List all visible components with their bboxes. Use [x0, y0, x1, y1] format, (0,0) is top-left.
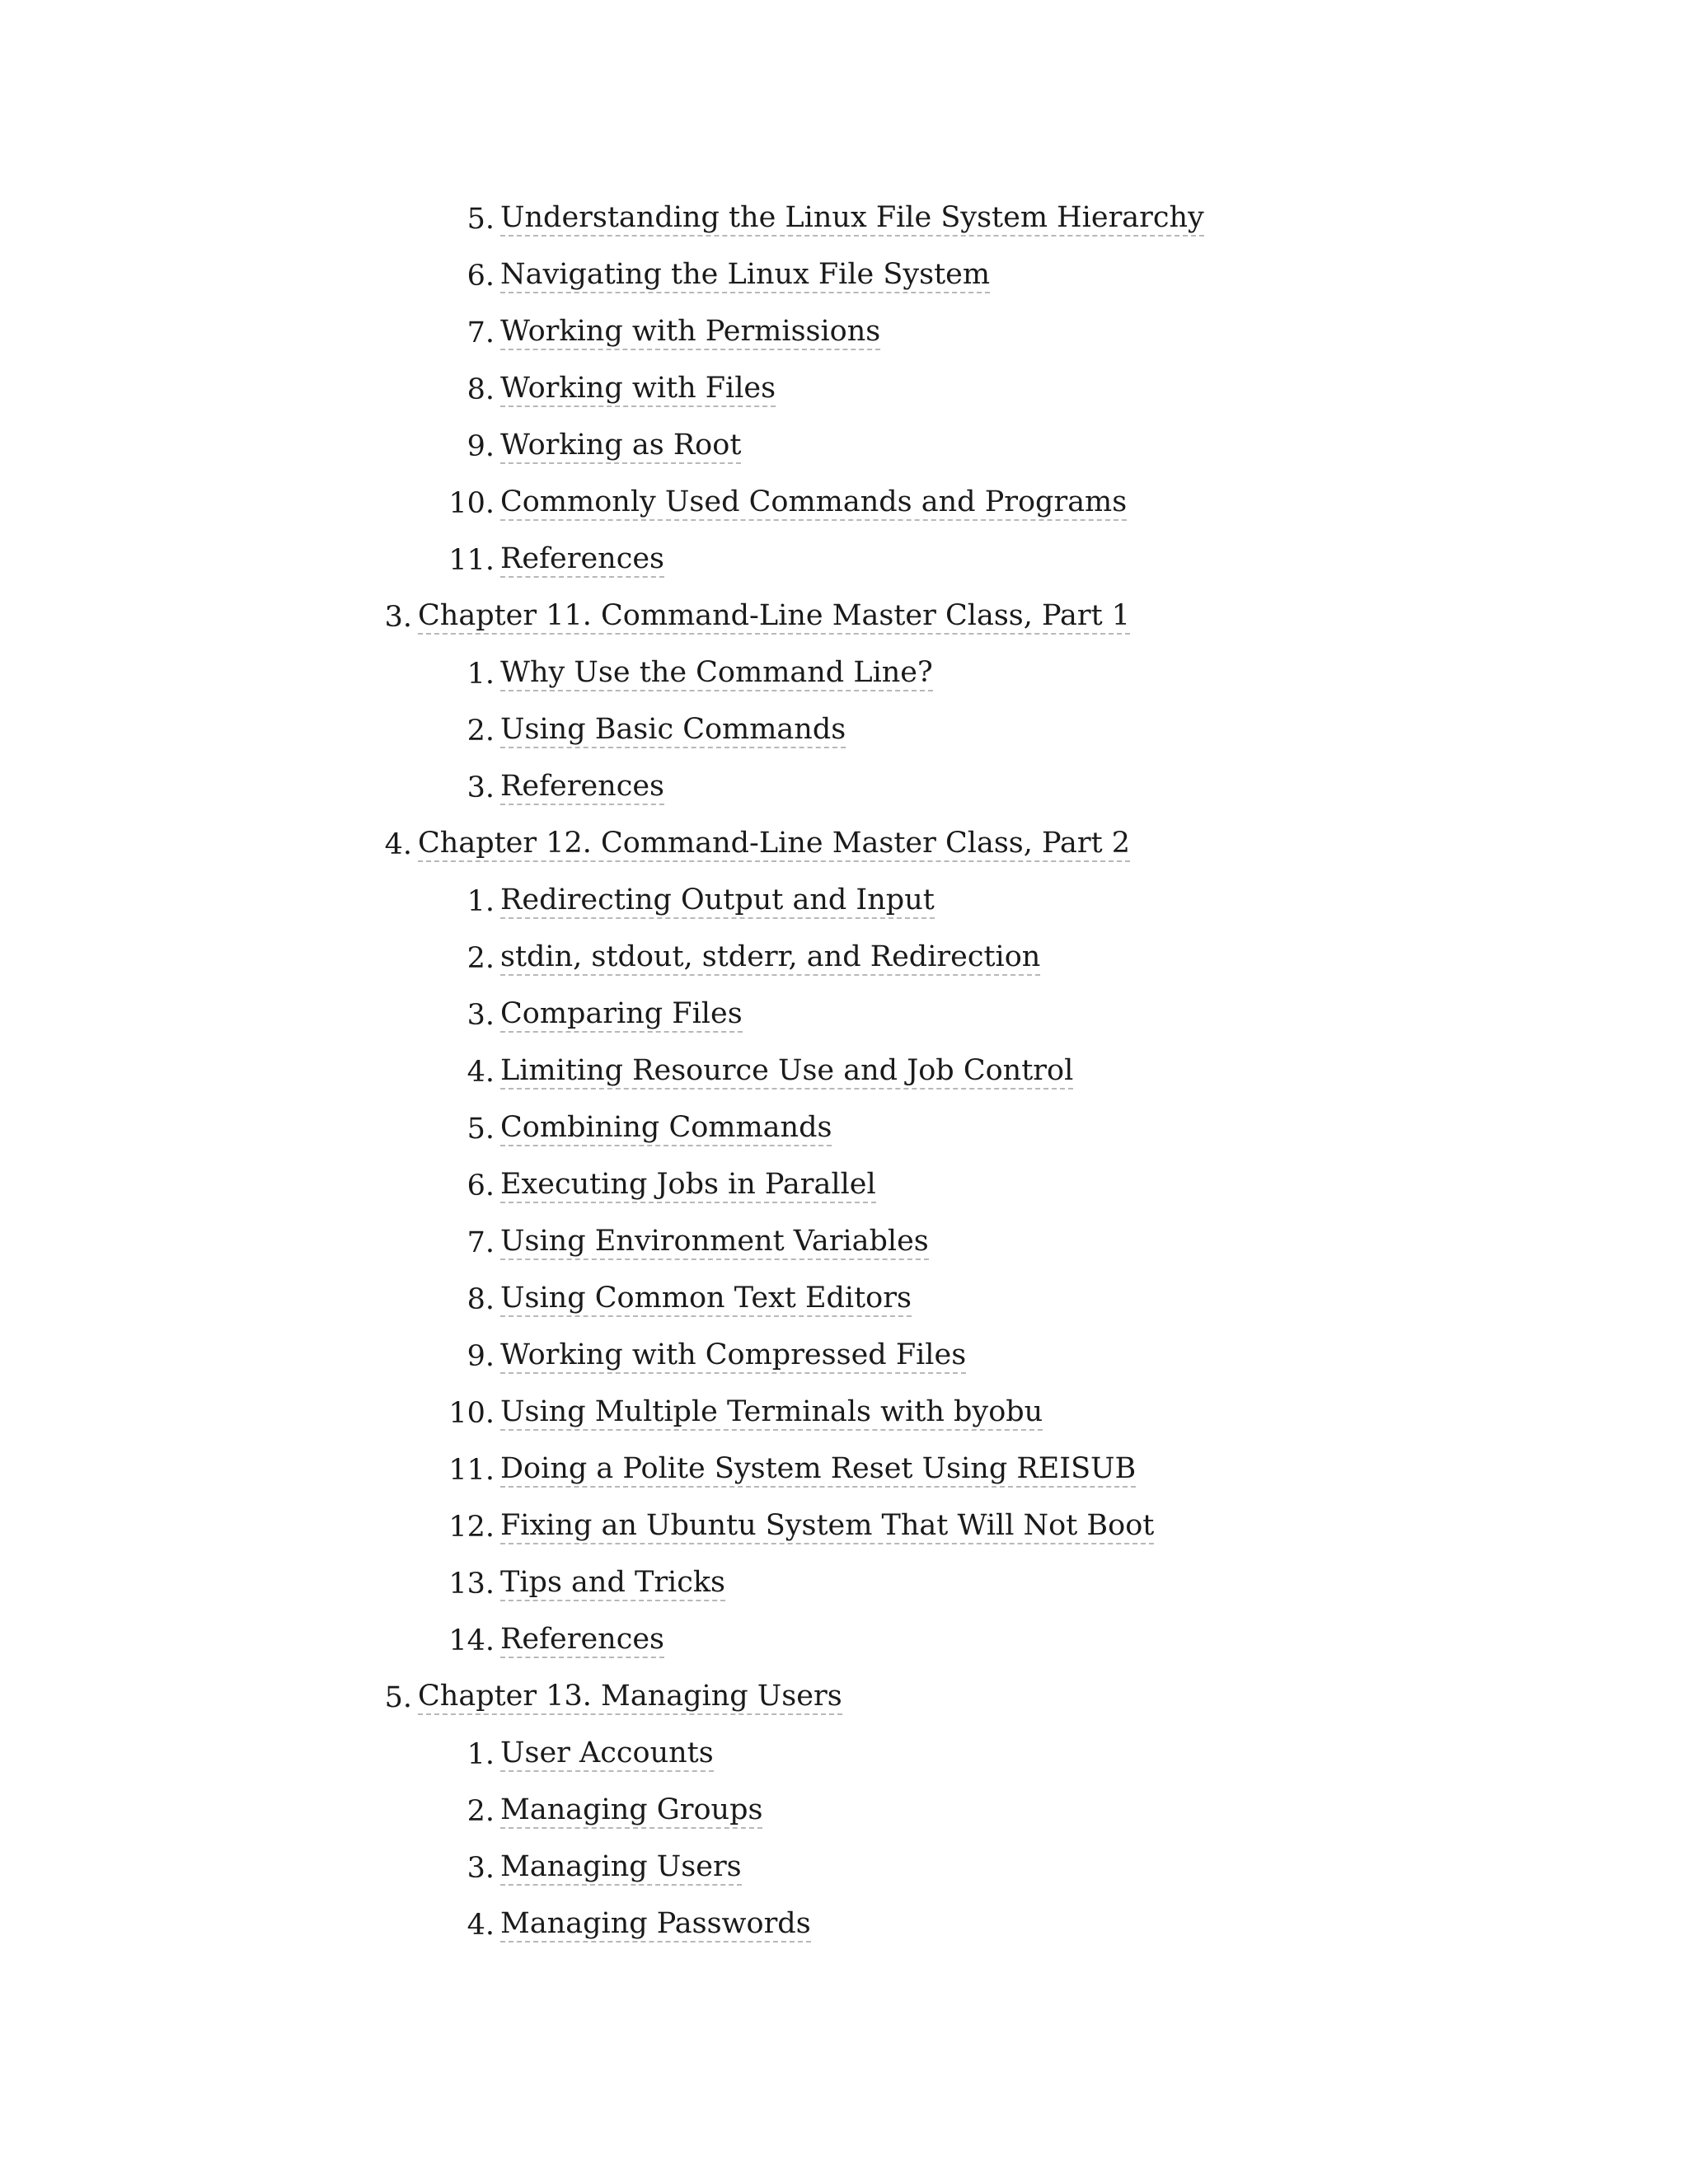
toc-section-item [0, 419, 1688, 476]
toc-section-item [0, 930, 1688, 987]
toc-section-link[interactable]: Navigating the Linux File System [500, 258, 990, 293]
toc-item-number: 4. [467, 1056, 495, 1089]
toc-section-item [0, 532, 1688, 589]
toc-item-number: 5. [384, 1681, 412, 1714]
toc-item-number: 4. [384, 828, 412, 861]
toc-section-item [0, 1556, 1688, 1613]
toc-section-item [0, 1272, 1688, 1329]
toc-chapter-item [0, 1670, 1688, 1727]
toc-section-item [0, 1613, 1688, 1670]
toc-item-number: 10. [448, 1397, 495, 1430]
toc-section-item [0, 1158, 1688, 1215]
toc-section-item [0, 1442, 1688, 1499]
toc-chapter-link[interactable]: Chapter 11. Command-Line Master Class, Part 1 [418, 599, 1130, 635]
toc-item-number: 7. [467, 1226, 495, 1259]
toc-section-link[interactable]: References [500, 1623, 664, 1658]
toc-item-number: 9. [467, 1340, 495, 1373]
toc-section-item [0, 191, 1688, 248]
toc-chapter-item [0, 817, 1688, 874]
toc-item-number: 11. [448, 544, 495, 577]
toc-section-link[interactable]: Using Basic Commands [500, 713, 846, 748]
toc-item-number: 5. [467, 1113, 495, 1146]
toc-section-link[interactable]: References [500, 770, 664, 805]
toc-section-item [0, 1727, 1688, 1783]
toc-item-number: 6. [467, 260, 495, 293]
toc-section-link[interactable]: Combining Commands [500, 1111, 832, 1146]
toc-section-link[interactable]: Tips and Tricks [500, 1566, 725, 1601]
toc-section-item [0, 987, 1688, 1044]
toc-section-item [0, 760, 1688, 817]
toc-item-number: 2. [467, 1795, 495, 1828]
toc-chapter-link[interactable]: Chapter 12. Command-Line Master Class, Part 2 [418, 827, 1130, 862]
toc-section-link[interactable]: Why Use the Command Line? [500, 656, 933, 691]
toc-section-link[interactable]: Doing a Polite System Reset Using REISUB [500, 1452, 1136, 1488]
toc-section-item [0, 1499, 1688, 1556]
toc-item-number: 2. [467, 715, 495, 748]
toc-section-item [0, 646, 1688, 703]
toc-section-item [0, 1897, 1688, 1954]
toc-section-item [0, 1385, 1688, 1442]
toc-section-item [0, 1044, 1688, 1101]
toc-section-link[interactable]: stdin, stdout, stderr, and Redirection [500, 940, 1040, 976]
toc-item-number: 8. [467, 1283, 495, 1316]
toc-item-number: 3. [467, 1852, 495, 1885]
toc-item-number: 14. [448, 1624, 495, 1657]
toc-section-link[interactable]: Executing Jobs in Parallel [500, 1168, 876, 1203]
toc-chapter-link[interactable]: Chapter 13. Managing Users [418, 1680, 842, 1715]
toc-section-item [0, 1329, 1688, 1385]
toc-section-item [0, 1101, 1688, 1158]
toc-section-item [0, 476, 1688, 532]
table-of-contents [0, 191, 1688, 1954]
toc-section-item [0, 703, 1688, 760]
toc-section-item [0, 248, 1688, 305]
toc-item-number: 4. [467, 1909, 495, 1942]
toc-item-number: 3. [467, 999, 495, 1032]
toc-section-link[interactable]: Comparing Files [500, 997, 743, 1033]
toc-item-number: 13. [448, 1568, 495, 1601]
toc-section-link[interactable]: Limiting Resource Use and Job Control [500, 1054, 1073, 1090]
toc-section-link[interactable]: Managing Passwords [500, 1907, 811, 1943]
toc-section-link[interactable]: Using Common Text Editors [500, 1282, 912, 1317]
toc-section-link[interactable]: Redirecting Output and Input [500, 883, 935, 919]
toc-item-number: 1. [467, 658, 495, 691]
toc-section-item [0, 1783, 1688, 1840]
toc-item-number: 6. [467, 1169, 495, 1202]
toc-item-number: 7. [467, 316, 495, 349]
toc-section-link[interactable]: Working with Compressed Files [500, 1338, 966, 1374]
toc-chapter-item [0, 589, 1688, 646]
toc-item-number: 1. [467, 885, 495, 918]
toc-section-link[interactable]: Working with Files [500, 372, 776, 407]
toc-section-link[interactable]: References [500, 542, 664, 578]
toc-section-link[interactable]: Using Environment Variables [500, 1225, 929, 1260]
toc-section-link[interactable]: Working as Root [500, 429, 741, 464]
toc-item-number: 11. [448, 1454, 495, 1487]
toc-item-number: 1. [467, 1738, 495, 1771]
toc-section-item [0, 305, 1688, 362]
toc-section-link[interactable]: User Accounts [500, 1736, 714, 1772]
toc-item-number: 2. [467, 942, 495, 975]
toc-item-number: 8. [467, 373, 495, 406]
toc-section-link[interactable]: Using Multiple Terminals with byobu [500, 1395, 1043, 1431]
toc-item-number: 3. [467, 771, 495, 804]
toc-section-link[interactable]: Managing Groups [500, 1793, 762, 1829]
toc-section-link[interactable]: Fixing an Ubuntu System That Will Not Boot [500, 1509, 1154, 1544]
toc-section-link[interactable]: Managing Users [500, 1850, 742, 1886]
toc-item-number: 10. [448, 487, 495, 520]
toc-item-number: 5. [467, 203, 495, 236]
toc-section-item [0, 1840, 1688, 1897]
toc-section-link[interactable]: Working with Permissions [500, 315, 880, 350]
toc-item-number: 12. [448, 1511, 495, 1544]
toc-section-item [0, 362, 1688, 419]
toc-section-link[interactable]: Commonly Used Commands and Programs [500, 485, 1127, 521]
toc-section-item [0, 874, 1688, 930]
toc-section-link[interactable]: Understanding the Linux File System Hierarchy [500, 201, 1204, 237]
toc-item-number: 3. [384, 601, 412, 634]
toc-item-number: 9. [467, 430, 495, 463]
toc-section-item [0, 1215, 1688, 1272]
